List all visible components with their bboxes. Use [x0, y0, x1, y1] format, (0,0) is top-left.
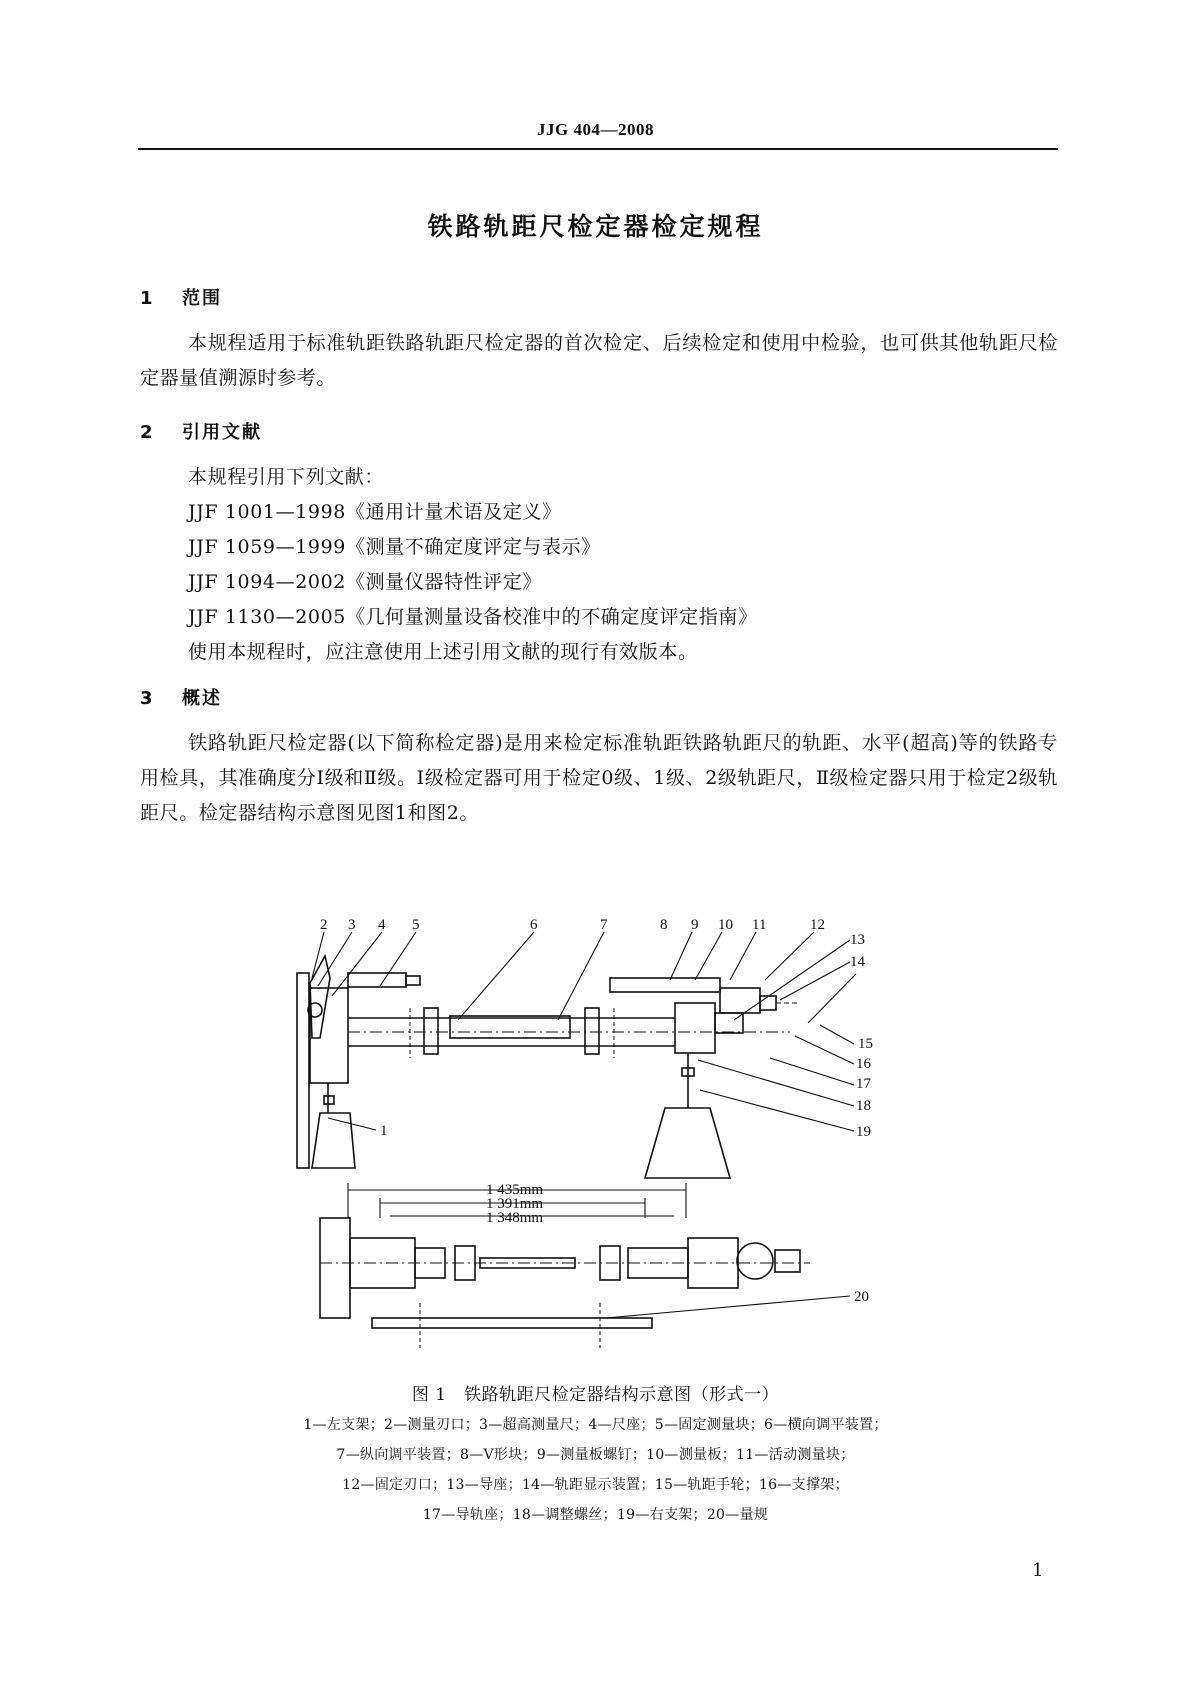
section-number: 1: [140, 288, 153, 309]
callout-label: 16: [856, 1056, 871, 1072]
references-intro: 本规程引用下列文献：: [188, 466, 385, 488]
dimension-label: 1 391mm: [486, 1196, 544, 1212]
figure-legend-line: 12—固定刃口；13—导座；14—轨距显示装置；15—轨距手轮；16—支撑架；: [342, 1477, 849, 1493]
callout-label: 4: [378, 918, 386, 933]
callout-label: 11: [752, 918, 767, 933]
section-3-heading: [140, 684, 222, 710]
section-3-paragraph: 铁路轨距尺检定器(以下简称检定器)是用来检定标准轨距铁路轨距尺的轨距、水平(超高)等的铁路专用检具，其准确度分Ⅰ级和Ⅱ级。Ⅰ级检定器可用于检定0级、1级、2级轨距尺，Ⅱ级检定器只用于检定2级轨距尺。检定器结构示意图见图1和图2。: [140, 732, 1058, 824]
callout-label: 2: [320, 918, 328, 933]
callout-label: 8: [660, 918, 668, 933]
callout-label: 18: [856, 1098, 871, 1114]
callout-label: 7: [600, 918, 608, 933]
dimension-label: 1 348mm: [486, 1210, 544, 1226]
page-number: 1: [1032, 1560, 1044, 1581]
reference-item: JJF 1001—1998《通用计量术语及定义》: [188, 501, 562, 523]
figure-legend-line: 7—纵向调平装置；8—V形块；9—测量板螺钉；10—测量板；11—活动测量块；: [336, 1447, 855, 1463]
callout-label: 9: [691, 918, 699, 933]
figure-legend-line: 1—左支架；2—测量刃口；3—超高测量尺；4—尺座；5—固定测量块；6—横向调平装置；: [303, 1417, 888, 1433]
section-number: 3: [140, 688, 153, 709]
references-closing: 使用本规程时，应注意使用上述引用文献的现行有效版本。: [188, 641, 698, 663]
figure-caption: 图 1 铁路轨距尺检定器结构示意图（形式一）: [411, 1385, 780, 1405]
callout-label: 12: [810, 918, 825, 933]
callout-label: 6: [530, 918, 538, 933]
reference-item: JJF 1059—1999《测量不确定度评定与表示》: [188, 536, 601, 558]
callout-label: 13: [850, 932, 865, 948]
section-2-heading: [140, 418, 262, 444]
callout-label: 15: [858, 1036, 873, 1052]
callout-label: 5: [412, 918, 420, 933]
section-title: 概述: [182, 688, 222, 709]
reference-item: JJF 1094—2002《测量仪器特性评定》: [188, 571, 542, 593]
section-title: 引用文献: [182, 422, 262, 443]
page-title: 铁路轨距尺检定器检定规程: [427, 212, 764, 241]
callout-label: 10: [718, 918, 733, 933]
callout-label: 14: [850, 954, 865, 970]
figure-legend-line: 17—导轨座；18—调整螺丝；19—右支架；20—量规: [422, 1507, 769, 1523]
section-number: 2: [140, 422, 153, 443]
header-rule: [138, 148, 1058, 150]
section-1-paragraph: 本规程适用于标准轨距铁路轨距尺检定器的首次检定、后续检定和使用中检验，也可供其他轨距尺检定器量值溯源时参考。: [140, 332, 1058, 389]
reference-item: JJF 1130—2005《几何量测量设备校准中的不确定度评定指南》: [188, 606, 758, 628]
callout-label: 1: [380, 1123, 388, 1139]
callout-label: 19: [856, 1124, 871, 1140]
section-1-heading: [140, 284, 222, 310]
gauge-calibrator-diagram: [290, 918, 900, 1358]
section-title: 范围: [182, 288, 222, 309]
callout-label: 3: [348, 918, 356, 933]
document-code-header: JJG 404—2008: [537, 120, 654, 139]
callout-label: 17: [856, 1076, 871, 1092]
callout-label: 20: [854, 1289, 869, 1305]
dimension-label: 1 435mm: [486, 1182, 544, 1198]
